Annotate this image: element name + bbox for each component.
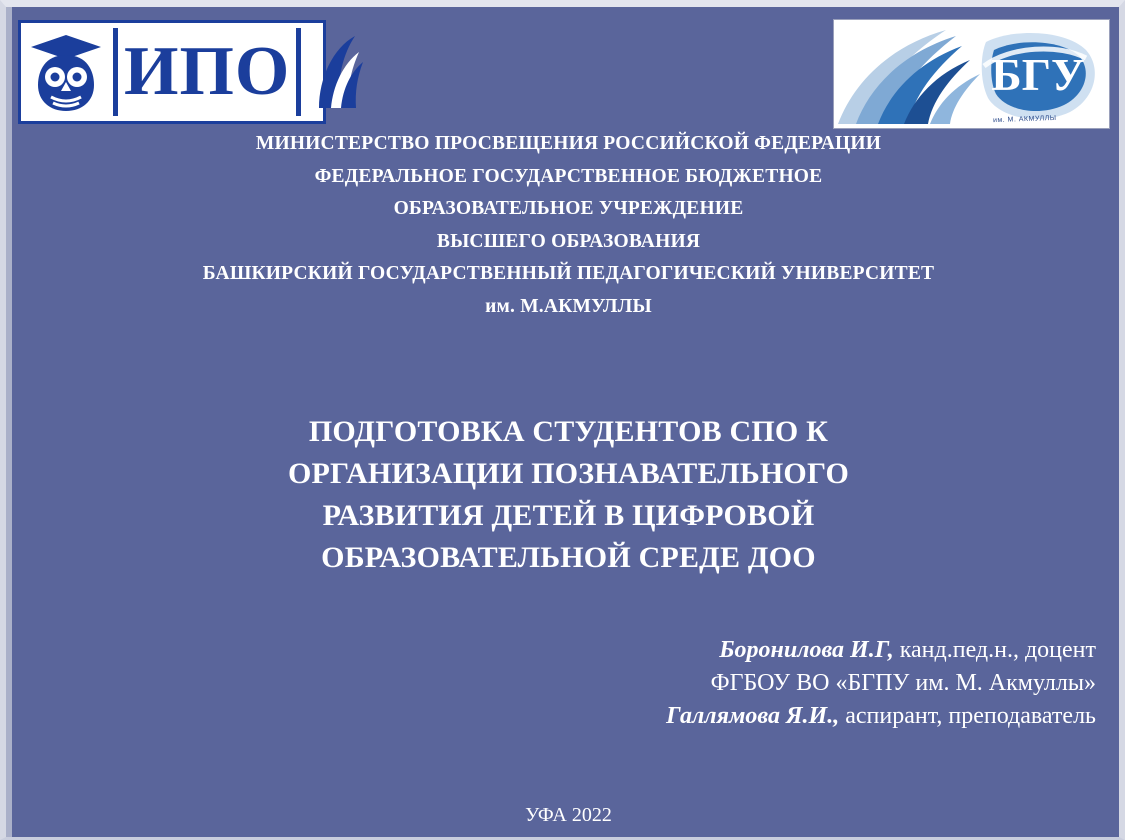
title-line-4: ОБРАЗОВАТЕЛЬНОЙ СРЕДЕ ДОО <box>321 541 816 574</box>
header-line-4: ВЫСШЕГО ОБРАЗОВАНИЯ <box>436 230 701 252</box>
logo-divider-1 <box>113 28 118 116</box>
slide-footer: УФА 2022 <box>525 804 612 826</box>
header-line-5: БАШКИРСКИЙ ГОСУДАРСТВЕННЫЙ ПЕДАГОГИЧЕСКИЙ УНИВЕРСИТЕТ <box>202 263 935 284</box>
logo-divider-2 <box>296 28 301 116</box>
bgpu-logo-caption: им. М. АКМУЛЛЫ <box>993 114 1058 125</box>
ipo-logo <box>18 20 326 124</box>
header-line-3: ОБРАЗОВАТЕЛЬНОЕ УЧРЕЖДЕНИЕ <box>393 198 744 219</box>
author-affiliation: ФГБОУ ВО «БГПУ им. М. Акмуллы» <box>710 670 1096 696</box>
title-line-1: ПОДГОТОВКА СТУДЕНТОВ СПО К <box>308 415 829 448</box>
author-1-name: Боронилова И.Г, <box>719 637 894 663</box>
ipo-logo-text: ИПО <box>124 33 291 110</box>
svg-text:БГУ: БГУ <box>991 49 1085 100</box>
title-line-3: РАЗВИТИЯ ДЕТЕЙ В ЦИФРОВОЙ <box>322 499 815 532</box>
title-line-2: ОРГАНИЗАЦИИ ПОЗНАВАТЕЛЬНОГО <box>287 457 850 490</box>
owl-icon <box>25 29 107 115</box>
header-line-1: МИНИСТЕРСТВО ПРОСВЕЩЕНИЯ РОССИЙСКОЙ ФЕДЕРАЦИИ <box>255 133 882 154</box>
authors-block <box>276 634 1096 733</box>
author-line-3 <box>276 700 1096 733</box>
header-line-6: им. М.АКМУЛЛЫ <box>485 295 652 317</box>
page-title <box>146 411 991 579</box>
author-line-1 <box>276 634 1096 667</box>
author-2-role: аспирант, преподаватель <box>839 703 1096 729</box>
wave-icon <box>307 28 371 116</box>
author-1-role: канд.пед.н., доцент <box>893 637 1096 663</box>
author-2-name: Галлямова Я.И., <box>666 703 840 729</box>
institution-header <box>6 128 1125 323</box>
bgpu-emblem-icon <box>834 20 1109 128</box>
bgpu-logo <box>833 19 1110 129</box>
header-line-2: ФЕДЕРАЛЬНОЕ ГОСУДАРСТВЕННОЕ БЮДЖЕТНОЕ <box>314 165 823 187</box>
